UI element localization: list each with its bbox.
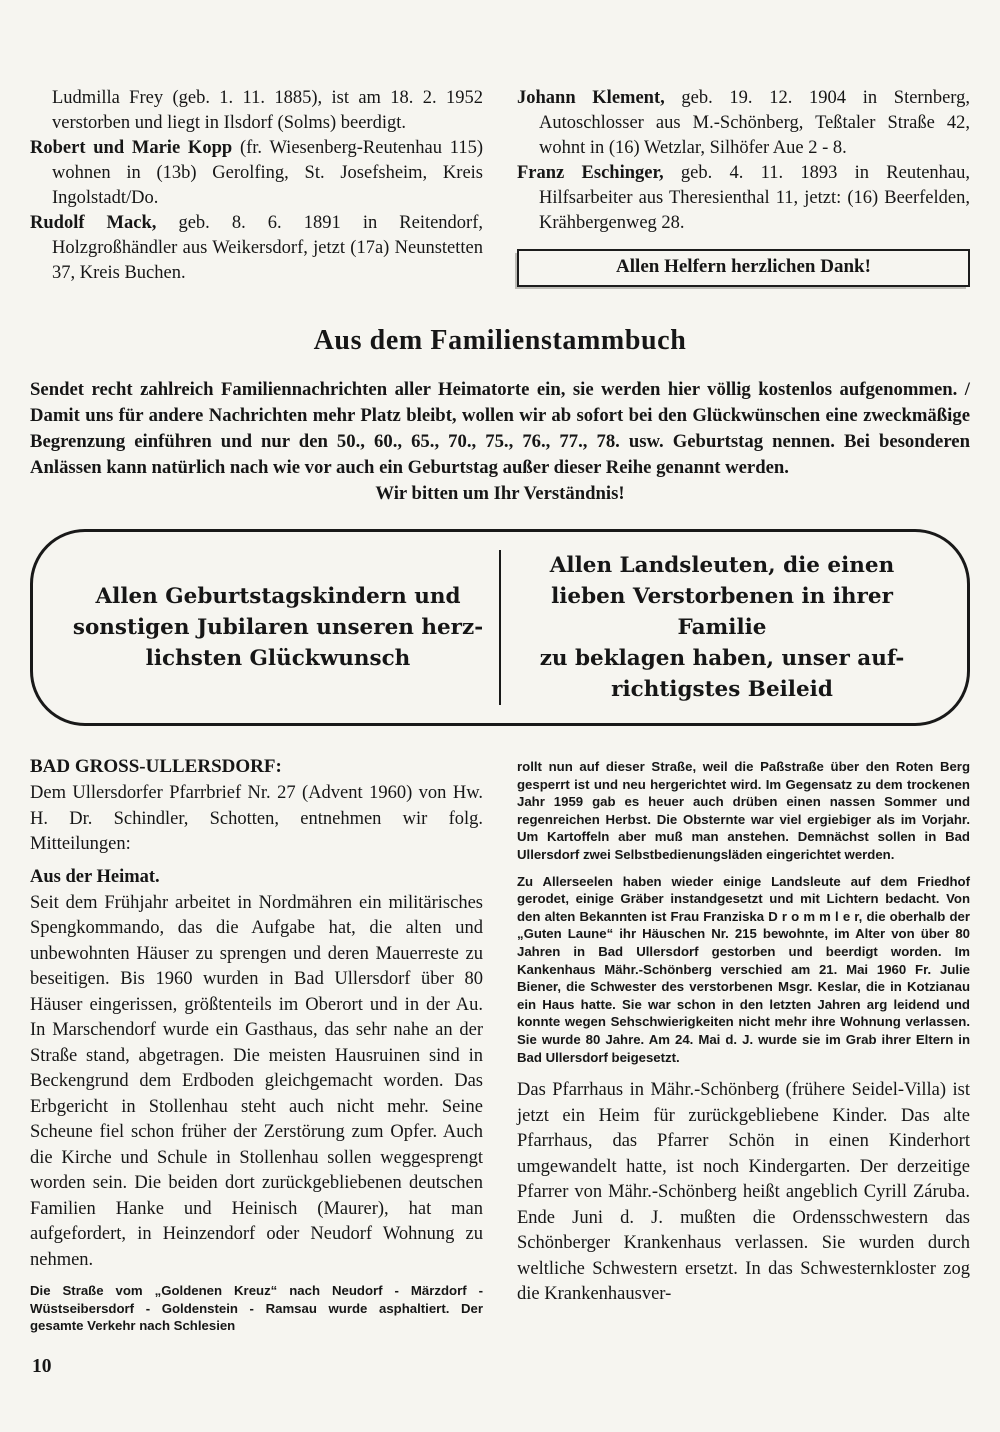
obituary-entry [30,136,483,211]
greeting-box [30,529,970,726]
birthday-greeting [67,581,489,674]
person-name: Robert und Marie Kopp [30,138,233,158]
article-paragraph: Seit dem Frühjahr arbeitet in Nordmähren ein militärisches Spengkommando, das die Aufgabe hat, die alten und unbewohnten Häuser zu sprengen und deren Mauerreste zu beseitigen. Bis 1960 wurden in Bad Ullersdorf über 80 Häuser eingerissen, größtenteils im Oberort und in der Au. In Marschendorf wurde ein Gasthaus, das sehr nahe an der Straße stand, abgetragen. Die meisten Hausruinen sind in Beckengrund dem Erdboden gleichgemacht worden. Das Erbgericht in Stollenhau steht auch nicht mehr. Seine Scheune fiel schon früher der Zerstörung zum Opfer. Auch die Kirche und Schule in Stollenhau sollen weggesprengt worden sein. Die beiden dort zurückgebliebenen deutschen Familien Hanke und Heinisch (Maurer), hat man aufgefordert, in Heinzendorf oder Neudorf Wohnung zu nehmen. [30,892,483,1270]
entry-text: geb. 8. 6. 1891 in Reitendorf, Holzgroßhändler aus Weikersdorf, jetzt (17a) Neunstetten 37, Kreis Buchen. [52,213,484,283]
vertical-divider [499,550,501,705]
article-left-column [30,756,483,1335]
obituary-section [30,86,970,287]
person-name: Ludmilla Frey [52,88,164,108]
greeting-line: lieben Verstorbenen in ihrer Familie [551,584,893,640]
article-subheading: Aus der Heimat. [30,866,160,887]
intro-last-line: Wir bitten um Ihr Verständnis! [375,483,625,504]
article-right-column [517,756,970,1335]
entry-text: (fr. Wiesenberg-Reutenhau 115) wohnen in (13b) Gerolfing, St. Josefsheim, Kreis Ingolstadt/Do. [52,138,483,208]
article-small-paragraph: rollt nun auf dieser Straße, weil die Paßstraße über den Roten Berg gesperrt ist und neu hergerichtet wird. Im Gegensatz zu dem trockenen Jahr 1959 gab es heuer auch drüben einen nassen Sommer und regenreichen Herbst. Die Obsternte war viel ergiebiger als im Vorjahr. Um Kartoffeln aber muß man anstehen. Demnächst sollen in Bad Ullersdorf zwei Selbstbedienungsläden eingerichtet werden. [517,759,970,862]
intro-paragraph: Sendet recht zahlreich Familiennachrichten aller Heimatorte ein, sie werden hier völlig kostenlos aufgenommen. / Damit uns für andere Nachrichten mehr Platz bleibt, wollen wir ab sofort bei den Glückwünschen eine zweckmäßige Begrenzung einführen und nur den 50., 60., 65., 70., 75., 76., 77., 78. usw. Geburtstag nennen. Bei besonderen Anlässen kann natürlich nach wie vor auch ein Geburtstag außer dieser Reihe genannt werden. [30,379,970,478]
greeting-line: Allen Geburtstagskindern und [95,584,461,609]
thanks-text: Allen Helfern herzlichen Dank! [616,256,871,277]
article-section [30,756,970,1335]
person-name: Johann Klement, [517,88,665,108]
entry-text: geb. 19. 12. 1904 in Sternberg, Autoschlosser aus M.-Schönberg, Teßtaler Straße 42, wohnt in (16) Wetzlar, Silhöfer Aue 2 - 8. [539,88,970,158]
obituary-entry [517,86,970,161]
greeting-line: sonstigen Jubilaren unseren herz- [72,615,484,640]
page-title: Aus dem Familienstammbuch [313,325,687,356]
top-left-column [30,86,483,287]
person-name: Franz Eschinger, [517,163,664,183]
entry-text: (geb. 1. 11. 1885), ist am 18. 2. 1952 verstorben und liegt in Ilsdorf (Solms) beerdigt. [52,88,483,133]
entry-text: geb. 4. 11. 1893 in Reutenhau, Hilfsarbeiter aus Theresienthal 11, jetzt: (16) Beerfelden, Krähbergenweg 28. [539,163,971,233]
obituary-entry [30,211,483,286]
article-small-paragraph: Die Straße vom „Goldenen Kreuz“ nach Neudorf - Märzdorf - Wüstseibersdorf - Goldenstein - Ramsau wurde asphaltiert. Der gesamte Verkehr nach Schlesien [30,1283,483,1334]
page-number: 10 [32,1356,52,1377]
thanks-box [517,249,970,287]
obituary-entry [517,161,970,236]
greeting-line: zu beklagen haben, unser auf- [539,646,905,671]
obituary-entry [30,86,483,136]
greeting-line: Allen Landsleuten, die einen [549,553,895,578]
article-heading: BAD GROSS-ULLERSDORF: [30,756,282,777]
article-small-paragraph: Zu Allerseelen haben wieder einige Landsleute auf dem Friedhof gerodet, einige Gräber instandgesetzt und mit Lichtern bedacht. Von den alten Bekannten ist Frau Franziska D r o m m l e r, die oberhalb der „Guten Laune“ ihr Häuschen Nr. 215 bewohnte, im Alter von über 80 Jahren in Bad Ullersdorf gestorben und beerdigt worden. Im Kankenhaus Mähr.-Schönberg verschied am 21. Mai 1960 Fr. Julie Biener, die Schwester des verstorbenen Msgr. Keslar, die in Kotzianau ein Haus hatte. Sie war schon in den letzten Jahren arg leidend und konnte wegen Sehschwierigkeiten nicht mehr ihre Wohnung verlassen. Sie wurde 80 Jahre. Am 24. Mai d. J. wurde sie im Grab ihrer Eltern in Bad Ullersdorf beigesetzt. [517,873,970,1065]
greeting-line: lichsten Glückwunsch [145,646,411,671]
top-right-column [517,86,970,287]
condolence-greeting [511,550,933,705]
article-paragraph: Dem Ullersdorfer Pfarrbrief Nr. 27 (Advent 1960) von Hw. H. Dr. Schindler, Schotten, entnehmen wir folg. Mitteilungen: [30,783,483,854]
person-name: Rudolf Mack, [30,213,157,233]
greeting-line: richtigstes Beileid [611,677,833,702]
article-paragraph: Das Pfarrhaus in Mähr.-Schönberg (frühere Seidel-Villa) ist jetzt ein Heim für zurückgebliebene Kinder. Das alte Pfarrhaus, das Pfarrer Schön in einen Kinderhort umgewandelt hatte, ist noch Kindergarten. Der derzeitige Pfarrer von Mähr.-Schönberg heißt angeblich Cyrill Záruba. Ende Juni d. J. mußten die Ordensschwestern das Schönberger Krankenhaus verlassen. Sie wurden durch weltliche Schwestern ersetzt. In das Schwesternkloster zog die Krankenhausver- [517,1080,970,1305]
